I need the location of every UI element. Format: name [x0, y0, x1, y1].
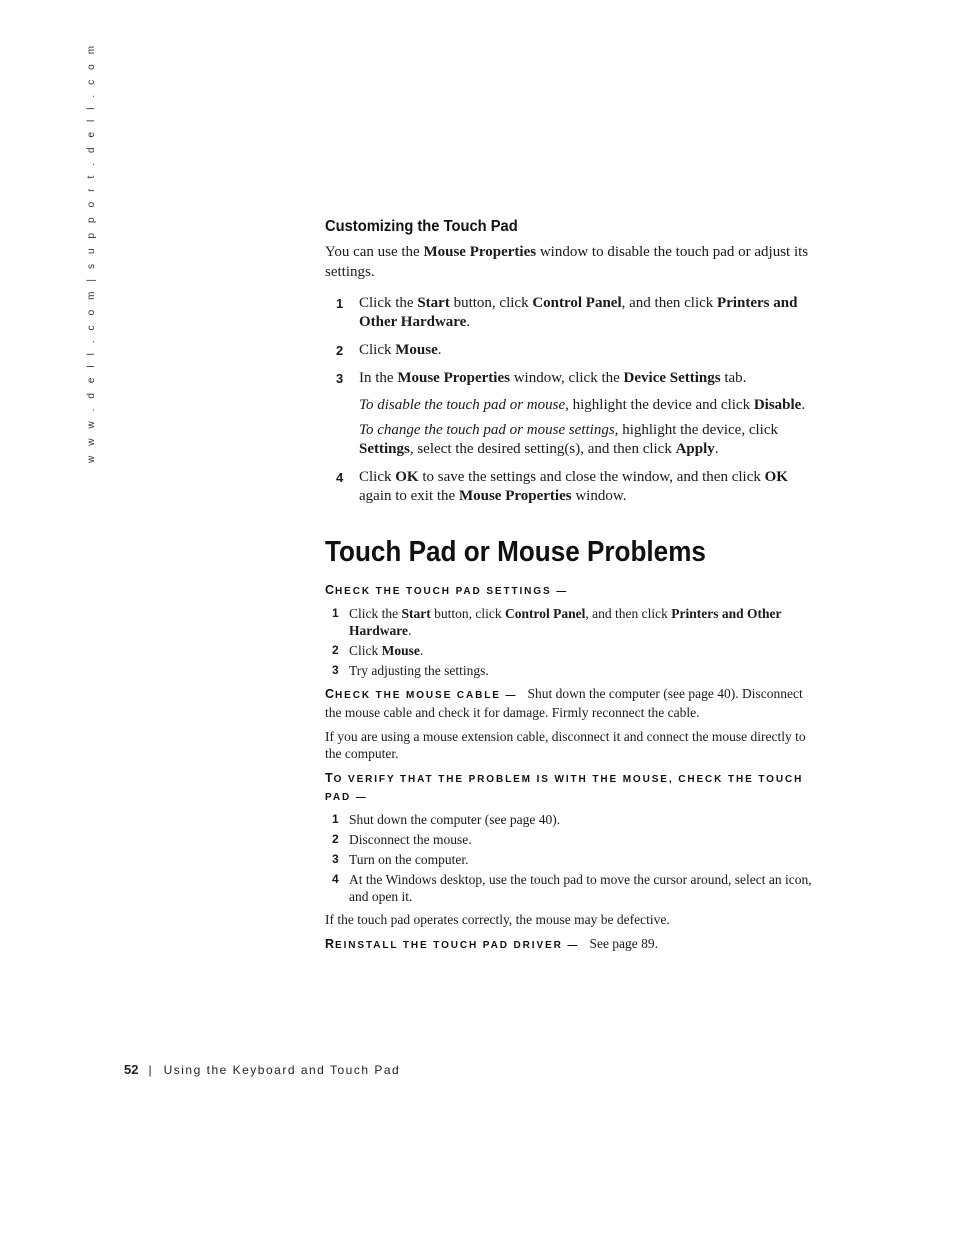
list-item: 3 Turn on the computer. — [332, 852, 469, 867]
intro-paragraph: You can use the Mouse Properties window to disable the touch pad or adjust its settings. — [325, 244, 809, 280]
section-heading: Customizing the Touch Pad — [325, 218, 518, 235]
list-item: 3 In the Mouse Properties window, click the Device Settings tab. — [336, 370, 747, 386]
side-website-url: w w w . d e l l . c o m | s u p p o r t . d e l l . c o m — [86, 42, 97, 463]
page-title: Touch Pad or Mouse Problems — [325, 536, 706, 568]
check-cable-heading: CHECK THE MOUSE CABLE — — [325, 687, 518, 701]
list-item: 4 At the Windows desktop, use the touch pad to move the cursor around, select an icon, and open it. — [332, 872, 812, 904]
page-footer — [124, 1062, 400, 1077]
list-item: 1 Click the Start button, click Control Panel, and then click Printers and Other Hardware. — [336, 295, 798, 330]
check-settings-steps — [325, 605, 815, 679]
footer-separator: | — [148, 1063, 152, 1077]
verify-steps — [325, 811, 815, 905]
extension-cable-paragraph: If you are using a mouse extension cable, disconnect it and connect the mouse directly to the computer. — [325, 729, 806, 761]
verify-heading: TO VERIFY THAT THE PROBLEM IS WITH THE MOUSE, CHECK THE TOUCH PAD — — [325, 771, 804, 803]
page-content — [325, 218, 815, 961]
check-cable-paragraph: CHECK THE MOUSE CABLE — Shut down the computer (see page 40). Disconnect the mouse cable and check it for damage. Firmly reconnect the cable. — [325, 686, 803, 720]
chapter-title: Using the Keyboard and Touch Pad — [163, 1063, 401, 1077]
list-item: 4 Click OK to save the settings and close the window, and then click OK again to exit the Mouse Properties window. — [336, 469, 788, 504]
step-note: To disable the touch pad or mouse, highlight the device and click Disable. — [359, 397, 806, 413]
check-settings-heading: CHECK THE TOUCH PAD SETTINGS — — [325, 583, 569, 597]
reinstall-paragraph: REINSTALL THE TOUCH PAD DRIVER — See page 89. — [325, 936, 659, 951]
step-note: To change the touch pad or mouse settings, highlight the device, click Settings, select the desired setting(s), and then click Apply. — [359, 422, 778, 457]
reinstall-heading: REINSTALL THE TOUCH PAD DRIVER — — [325, 937, 580, 951]
defective-mouse-paragraph: If the touch pad operates correctly, the mouse may be defective. — [325, 912, 670, 927]
list-item: 3 Try adjusting the settings. — [332, 663, 489, 678]
list-item: 1 Shut down the computer (see page 40). — [332, 812, 561, 827]
list-item: 1 Click the Start button, click Control Panel, and then click Printers and Other Hardware. — [332, 606, 782, 638]
list-item: 2 Click Mouse. — [332, 643, 424, 658]
list-item: 2 Click Mouse. — [336, 342, 442, 358]
list-item: 2 Disconnect the mouse. — [332, 832, 472, 847]
customize-steps — [325, 294, 815, 506]
page-number: 52 — [124, 1062, 139, 1077]
